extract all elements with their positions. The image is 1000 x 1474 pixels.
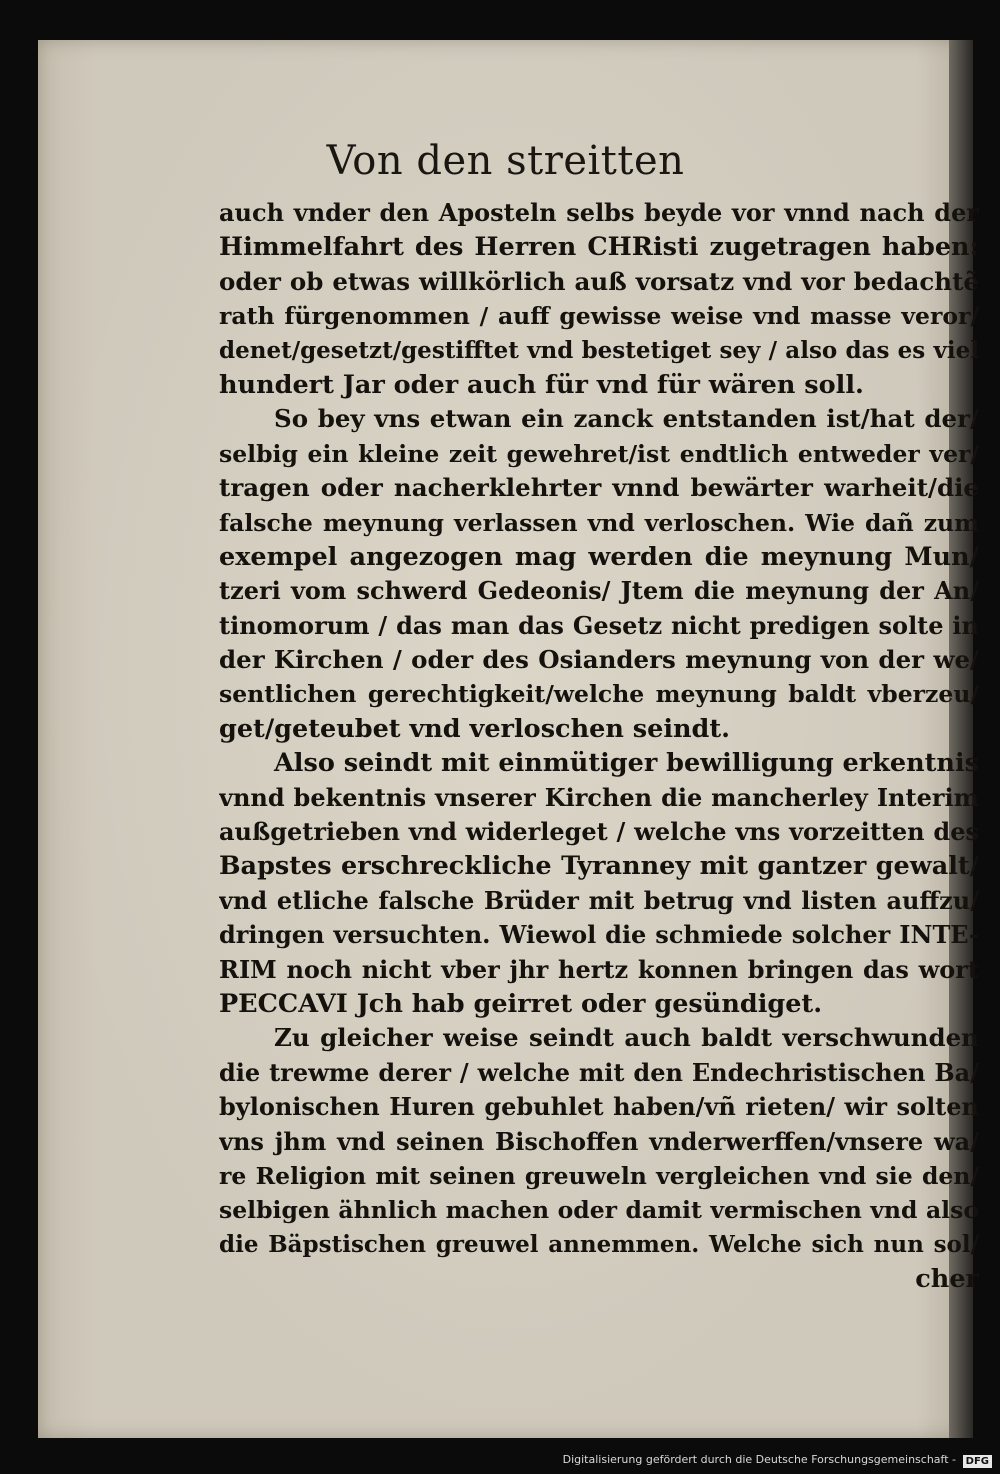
text-line: hundert Jar oder auch für vnd für wären soll. bbox=[219, 369, 864, 400]
text-line: exempel angezogen mag werden die meynung Mun/ bbox=[219, 541, 979, 572]
text-line: denet/gesetzt/gestifftet vnd bestetiget sey / also das es viel bbox=[219, 336, 979, 364]
text-line: get/geteubet vnd verloschen seindt. bbox=[219, 713, 731, 744]
text-line: außgetrieben vnd widerleget / welche vns vorzeitten des bbox=[219, 817, 979, 847]
text-line: falsche meynung verlassen vnd verloschen. Wie dañ zum bbox=[219, 508, 979, 537]
text-line: auch vnder den Aposteln selbs beyde vor vnnd nach der bbox=[219, 198, 979, 227]
paragraph-start-line: So bey vns etwan ein zanck entstanden ist/hat der/ bbox=[274, 404, 979, 434]
text-line: tinomorum / das man das Gesetz nicht predigen solte in bbox=[219, 610, 979, 640]
text-line: oder ob etwas willkörlich auß vorsatz vnd vor bedachtẽ bbox=[219, 266, 979, 296]
text-line: der Kirchen / oder des Osianders meynung von der we/ bbox=[219, 645, 979, 675]
text-line: bylonischen Huren gebuhlet haben/vñ rieten/ wir solten bbox=[219, 1092, 979, 1122]
funding-credit: Digitalisierung gefördert durch die Deutsche Forschungsgemeinschaft - bbox=[562, 1453, 956, 1466]
digitization-footer bbox=[0, 1438, 1000, 1474]
catchword: cher bbox=[915, 1264, 979, 1295]
text-line: die Bäpstischen greuwel annemmen. Welche sich nun sol/ bbox=[219, 1230, 979, 1258]
text-line: Himmelfahrt des Herren CHRisti zugetragen haben: bbox=[219, 232, 979, 263]
text-line: selbig ein kleine zeit gewehret/ist endtlich entweder ver/ bbox=[219, 439, 979, 468]
text-line: vnnd bekentnis vnserer Kirchen die mancherley Interim bbox=[219, 782, 979, 812]
text-line: rath fürgenommen / auff gewisse weise vnd masse veror/ bbox=[219, 302, 979, 331]
text-line: die trewme derer / welche mit den Endechristischen Ba/ bbox=[219, 1057, 979, 1087]
body-text bbox=[219, 196, 979, 1297]
text-line: dringen versuchten. Wiewol die schmiede solcher INTE- bbox=[219, 920, 979, 950]
text-line: Bapstes erschreckliche Tyranney mit gantzer gewalt/ bbox=[219, 851, 979, 882]
text-line: re Religion mit seinen greuweln vergleichen vnd sie den/ bbox=[219, 1161, 979, 1190]
text-line: tzeri vom schwerd Gedeonis/ Jtem die meynung der An/ bbox=[219, 576, 979, 606]
running-header: Von den streitten bbox=[326, 138, 685, 184]
text-line: RIM noch nicht vber jhr hertz konnen bringen das wort bbox=[219, 954, 979, 984]
dfg-logo: DFG bbox=[963, 1455, 992, 1468]
text-line: sentlichen gerechtigkeit/welche meynung baldt vberzeu/ bbox=[219, 680, 979, 709]
book-page bbox=[38, 40, 979, 1438]
text-line: PECCAVI Jch hab geirret oder gesündiget. bbox=[219, 988, 823, 1019]
text-line: tragen oder nacherklehrter vnnd bewärter warheit/die bbox=[219, 473, 979, 503]
paragraph-start-line: Also seindt mit einmütiger bewilligung erkentnis bbox=[274, 748, 979, 779]
paragraph-start-line: Zu gleicher weise seindt auch baldt verschwunden bbox=[274, 1023, 979, 1053]
text-line: selbigen ähnlich machen oder damit vermischen vnd also bbox=[219, 1196, 979, 1225]
text-line: vnd etliche falsche Brüder mit betrug vnd listen auffzu/ bbox=[219, 885, 979, 915]
text-line: vns jhm vnd seinen Bischoffen vnderwerffen/vnsere wa/ bbox=[219, 1126, 979, 1156]
